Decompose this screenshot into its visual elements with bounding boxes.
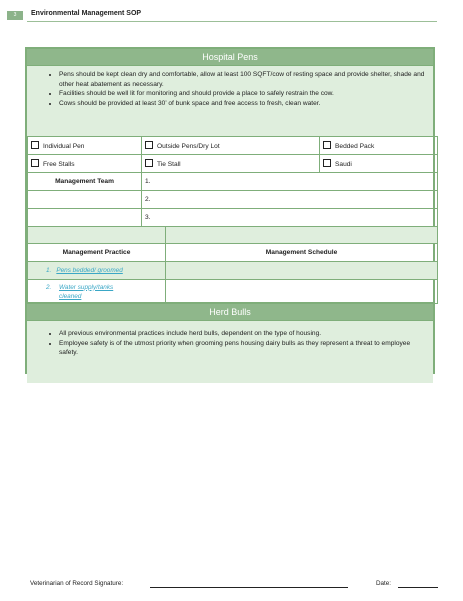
practice-link[interactable]: Pens bedded/ groomed xyxy=(56,267,123,274)
herd-bulls-bullets xyxy=(27,320,433,383)
checkbox[interactable] xyxy=(31,141,39,149)
option-bedded-pack[interactable]: Bedded Pack xyxy=(320,137,438,155)
document-title: Environmental Management SOP xyxy=(31,10,142,17)
management-practice-header: Management Practice xyxy=(28,244,166,262)
team-slot-2[interactable]: 2. xyxy=(142,191,438,209)
page-number: 3 xyxy=(7,11,23,20)
herd-bulls-title: Herd Bulls xyxy=(27,304,433,320)
spacer-cell xyxy=(28,227,166,244)
header-rule xyxy=(27,21,437,22)
option-free-stalls[interactable]: Free Stalls xyxy=(28,155,142,173)
management-schedule-header: Management Schedule xyxy=(166,244,438,262)
signature-label: Veterinarian of Record Signature: xyxy=(30,580,124,587)
bullet-item: • Facilities should be well lit for monitoring and should provide a place to safely restrain the cow. xyxy=(59,89,425,99)
date-line[interactable] xyxy=(398,587,438,588)
practice-item-1: 1. Pens bedded/ groomed xyxy=(28,262,166,280)
checkbox[interactable] xyxy=(323,159,331,167)
blank-cell xyxy=(28,209,142,227)
signature-line[interactable] xyxy=(150,587,348,588)
date-label: Date: xyxy=(376,580,392,587)
practice-item-2: 2. Water supply/tanks cleaned xyxy=(28,280,166,304)
practice-link[interactable]: Water supply/tanks cleaned xyxy=(59,283,114,300)
herd-bulls-section xyxy=(25,302,435,374)
hospital-pens-title: Hospital Pens xyxy=(27,49,433,65)
checkbox[interactable] xyxy=(31,159,39,167)
hospital-pens-bullets xyxy=(27,65,433,136)
checkbox[interactable] xyxy=(145,141,153,149)
schedule-cell-2[interactable] xyxy=(166,280,438,304)
bullet-item: • Employee safety is of the utmost priority when grooming pens housing dairy bulls as they represent a threat to employee safety. xyxy=(59,339,425,358)
page-header xyxy=(0,8,463,22)
team-slot-3[interactable]: 3. xyxy=(142,209,438,227)
bullet-item: • All previous environmental practices include herd bulls, dependent on the type of housing. xyxy=(59,329,425,339)
option-outside-pens[interactable]: Outside Pens/Dry Lot xyxy=(142,137,320,155)
spacer-cell xyxy=(166,227,438,244)
checkbox[interactable] xyxy=(145,159,153,167)
option-tie-stall[interactable]: Tie Stall xyxy=(142,155,320,173)
team-slot-1[interactable]: 1. xyxy=(142,173,438,191)
hospital-pens-table xyxy=(27,136,438,304)
bullet-item: • Pens should be kept clean dry and comfortable, allow at least 100 SQFT/cow of resting space and provide shelter, shade and other heat abatement as necessary. xyxy=(59,70,425,89)
bullet-item: • Cows should be provided at least 30’ of bunk space and free access to fresh, clean water. xyxy=(59,99,425,109)
hospital-pens-section xyxy=(25,47,435,306)
blank-cell xyxy=(28,191,142,209)
option-individual-pen[interactable]: Individual Pen xyxy=(28,137,142,155)
option-saudi[interactable]: Saudi xyxy=(320,155,438,173)
checkbox[interactable] xyxy=(323,141,331,149)
management-team-label: Management Team xyxy=(28,173,142,191)
schedule-cell-1[interactable] xyxy=(166,262,438,280)
